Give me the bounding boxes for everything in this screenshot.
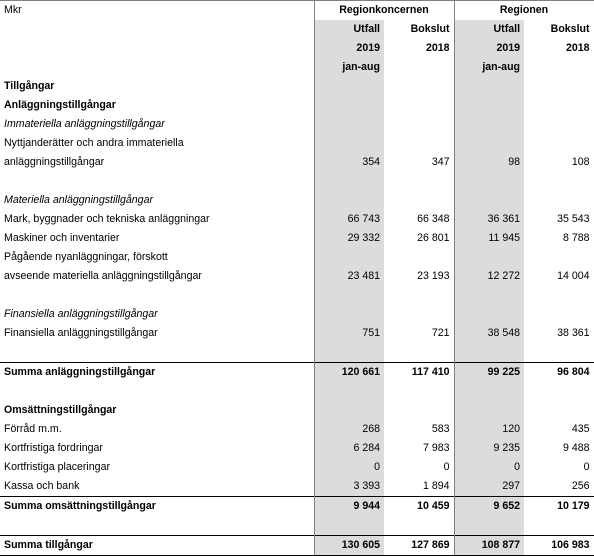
value-cell xyxy=(524,191,594,210)
table-row xyxy=(0,497,594,517)
row-label: avseende materiella anläggningstillgångar xyxy=(4,270,202,282)
value-cell: 0 xyxy=(454,458,524,477)
value-cell xyxy=(524,343,594,363)
value-cell xyxy=(454,96,524,115)
value-cell xyxy=(314,96,384,115)
value-cell: 9 944 xyxy=(314,497,384,517)
value-cell xyxy=(384,191,454,210)
value-cell: 106 983 xyxy=(524,536,594,556)
row-label: Kortfristiga placeringar xyxy=(4,461,110,473)
value-cell: 66 743 xyxy=(314,210,384,229)
value-cell xyxy=(384,343,454,363)
value-cell xyxy=(314,77,384,96)
value-cell xyxy=(314,134,384,153)
value-cell: 66 348 xyxy=(417,213,450,225)
row-label: Omsättningstillgångar xyxy=(4,404,117,416)
group-header-regionkoncernen: Regionkoncernen xyxy=(314,1,454,21)
value-cell xyxy=(454,382,524,401)
value-cell xyxy=(384,172,454,191)
value-cell xyxy=(454,286,524,305)
value-cell xyxy=(524,401,594,420)
header-row-period xyxy=(0,58,594,77)
row-label: Pågående nyanläggningar, förskott xyxy=(4,251,168,263)
col-header: Bokslut xyxy=(410,23,450,35)
col-header: Utfall xyxy=(454,20,524,39)
row-label: anläggningstillgångar xyxy=(4,156,105,168)
value-cell: 256 xyxy=(524,477,594,497)
value-cell: 99 225 xyxy=(454,363,524,383)
value-cell: 98 xyxy=(454,153,524,172)
header-row-groups xyxy=(0,1,594,21)
row-label: Maskiner och inventarier xyxy=(4,232,120,244)
row-label: Anläggningstillgångar xyxy=(4,99,116,111)
value-cell: 26 801 xyxy=(417,232,450,244)
value-cell: 36 361 xyxy=(454,210,524,229)
row-label xyxy=(0,382,314,401)
table-row xyxy=(0,343,594,363)
col-header: jan-aug xyxy=(314,58,384,77)
value-cell: 23 481 xyxy=(314,267,384,286)
table-row xyxy=(0,286,594,305)
value-cell xyxy=(524,248,594,267)
value-cell xyxy=(454,134,524,153)
table-row xyxy=(0,96,594,115)
col-header: 2019 xyxy=(454,39,524,58)
table-body xyxy=(0,77,594,556)
value-cell xyxy=(384,248,454,267)
row-label xyxy=(0,343,314,363)
col-header: Utfall xyxy=(314,20,384,39)
value-cell xyxy=(314,248,384,267)
table-row xyxy=(0,401,594,420)
row-label: Summa omsättningstillgångar xyxy=(0,497,314,517)
table-row xyxy=(0,153,594,172)
row-label: Immateriella anläggningstillgångar xyxy=(4,118,165,130)
value-cell xyxy=(454,305,524,324)
value-cell xyxy=(454,172,524,191)
value-cell xyxy=(384,305,454,324)
value-cell xyxy=(314,191,384,210)
value-cell xyxy=(384,286,454,305)
row-label: Förråd m.m. xyxy=(4,423,62,435)
value-cell xyxy=(524,96,594,115)
value-cell xyxy=(454,343,524,363)
value-cell: 1 894 xyxy=(423,480,450,492)
row-label: Kassa och bank xyxy=(4,480,80,492)
value-cell xyxy=(454,401,524,420)
value-cell xyxy=(454,77,524,96)
value-cell: 120 661 xyxy=(314,363,384,383)
value-cell xyxy=(384,115,454,134)
value-cell xyxy=(314,172,384,191)
row-label: Kortfristiga fordringar xyxy=(4,442,103,454)
value-cell xyxy=(314,286,384,305)
value-cell: 0 xyxy=(443,461,450,473)
value-cell xyxy=(454,516,524,536)
value-cell: 6 284 xyxy=(314,439,384,458)
value-cell: 435 xyxy=(524,420,594,439)
value-cell: 108 xyxy=(524,153,594,172)
table-row xyxy=(0,536,594,556)
value-cell: 29 332 xyxy=(314,229,384,248)
table-row xyxy=(0,382,594,401)
value-cell: 9 488 xyxy=(524,439,594,458)
value-cell xyxy=(384,401,454,420)
value-cell: 10 179 xyxy=(524,497,594,517)
row-label: Materiella anläggningstillgångar xyxy=(4,194,153,206)
value-cell xyxy=(524,172,594,191)
table-row xyxy=(0,420,594,439)
row-label xyxy=(0,286,314,305)
value-cell: 11 945 xyxy=(454,229,524,248)
table-row xyxy=(0,305,594,324)
row-label: Nyttjanderätter och andra immateriella xyxy=(4,137,184,149)
value-cell xyxy=(314,516,384,536)
value-cell xyxy=(454,115,524,134)
col-header xyxy=(384,58,454,77)
value-cell: 583 xyxy=(431,423,450,435)
value-cell: 8 788 xyxy=(524,229,594,248)
unit-label: Mkr xyxy=(0,1,314,21)
value-cell xyxy=(524,286,594,305)
table-row xyxy=(0,267,594,286)
value-cell: 96 804 xyxy=(524,363,594,383)
value-cell xyxy=(524,115,594,134)
value-cell xyxy=(524,305,594,324)
value-cell: 721 xyxy=(431,327,450,339)
value-cell: 38 548 xyxy=(454,324,524,343)
table-row xyxy=(0,516,594,536)
value-cell xyxy=(314,401,384,420)
value-cell: 9 235 xyxy=(454,439,524,458)
header-row-year xyxy=(0,39,594,58)
col-header: 2018 xyxy=(425,42,450,54)
row-label: Summa anläggningstillgångar xyxy=(0,363,314,383)
value-cell: 14 004 xyxy=(524,267,594,286)
value-cell xyxy=(314,343,384,363)
value-cell: 0 xyxy=(524,458,594,477)
table-row xyxy=(0,172,594,191)
row-label: Mark, byggnader och tekniska anläggningar xyxy=(4,213,210,225)
value-cell xyxy=(384,382,454,401)
value-cell: 117 410 xyxy=(384,363,454,383)
col-header xyxy=(524,58,594,77)
table-row xyxy=(0,210,594,229)
value-cell xyxy=(384,516,454,536)
value-cell: 12 272 xyxy=(454,267,524,286)
value-cell: 108 877 xyxy=(454,536,524,556)
value-cell xyxy=(384,96,454,115)
col-header: jan-aug xyxy=(454,58,524,77)
table-row xyxy=(0,363,594,383)
row-label: Finansiella anläggningstillgångar xyxy=(4,308,158,320)
value-cell: 127 869 xyxy=(384,536,454,556)
value-cell: 297 xyxy=(454,477,524,497)
value-cell xyxy=(314,382,384,401)
value-cell: 35 543 xyxy=(524,210,594,229)
value-cell xyxy=(454,191,524,210)
table-row xyxy=(0,439,594,458)
table-row xyxy=(0,77,594,96)
table-row xyxy=(0,458,594,477)
value-cell xyxy=(314,305,384,324)
table-row xyxy=(0,477,594,497)
value-cell xyxy=(524,516,594,536)
row-label: Summa tillgångar xyxy=(0,536,314,556)
value-cell: 347 xyxy=(431,156,450,168)
value-cell: 23 193 xyxy=(417,270,450,282)
col-header: 2018 xyxy=(524,39,594,58)
value-cell: 9 652 xyxy=(454,497,524,517)
value-cell: 268 xyxy=(314,420,384,439)
value-cell xyxy=(384,77,454,96)
value-cell: 354 xyxy=(314,153,384,172)
value-cell: 7 983 xyxy=(423,442,450,454)
table-row xyxy=(0,115,594,134)
table-row xyxy=(0,191,594,210)
group-header-regionen: Regionen xyxy=(454,1,594,21)
value-cell: 130 605 xyxy=(314,536,384,556)
value-cell: 751 xyxy=(314,324,384,343)
row-label: Tillgångar xyxy=(4,80,55,92)
row-label: Finansiella anläggningstillgångar xyxy=(4,327,158,339)
value-cell xyxy=(314,115,384,134)
table-row xyxy=(0,324,594,343)
value-cell xyxy=(384,134,454,153)
value-cell: 0 xyxy=(314,458,384,477)
col-header: Bokslut xyxy=(524,20,594,39)
value-cell xyxy=(524,382,594,401)
value-cell xyxy=(524,77,594,96)
value-cell xyxy=(524,134,594,153)
value-cell: 10 459 xyxy=(384,497,454,517)
value-cell xyxy=(454,248,524,267)
col-header: 2019 xyxy=(314,39,384,58)
row-label xyxy=(0,516,314,536)
value-cell: 3 393 xyxy=(314,477,384,497)
value-cell: 38 361 xyxy=(524,324,594,343)
table-row xyxy=(0,134,594,153)
row-label xyxy=(0,172,314,191)
value-cell: 120 xyxy=(454,420,524,439)
header-row-type xyxy=(0,20,594,39)
table-row xyxy=(0,229,594,248)
table-row xyxy=(0,248,594,267)
